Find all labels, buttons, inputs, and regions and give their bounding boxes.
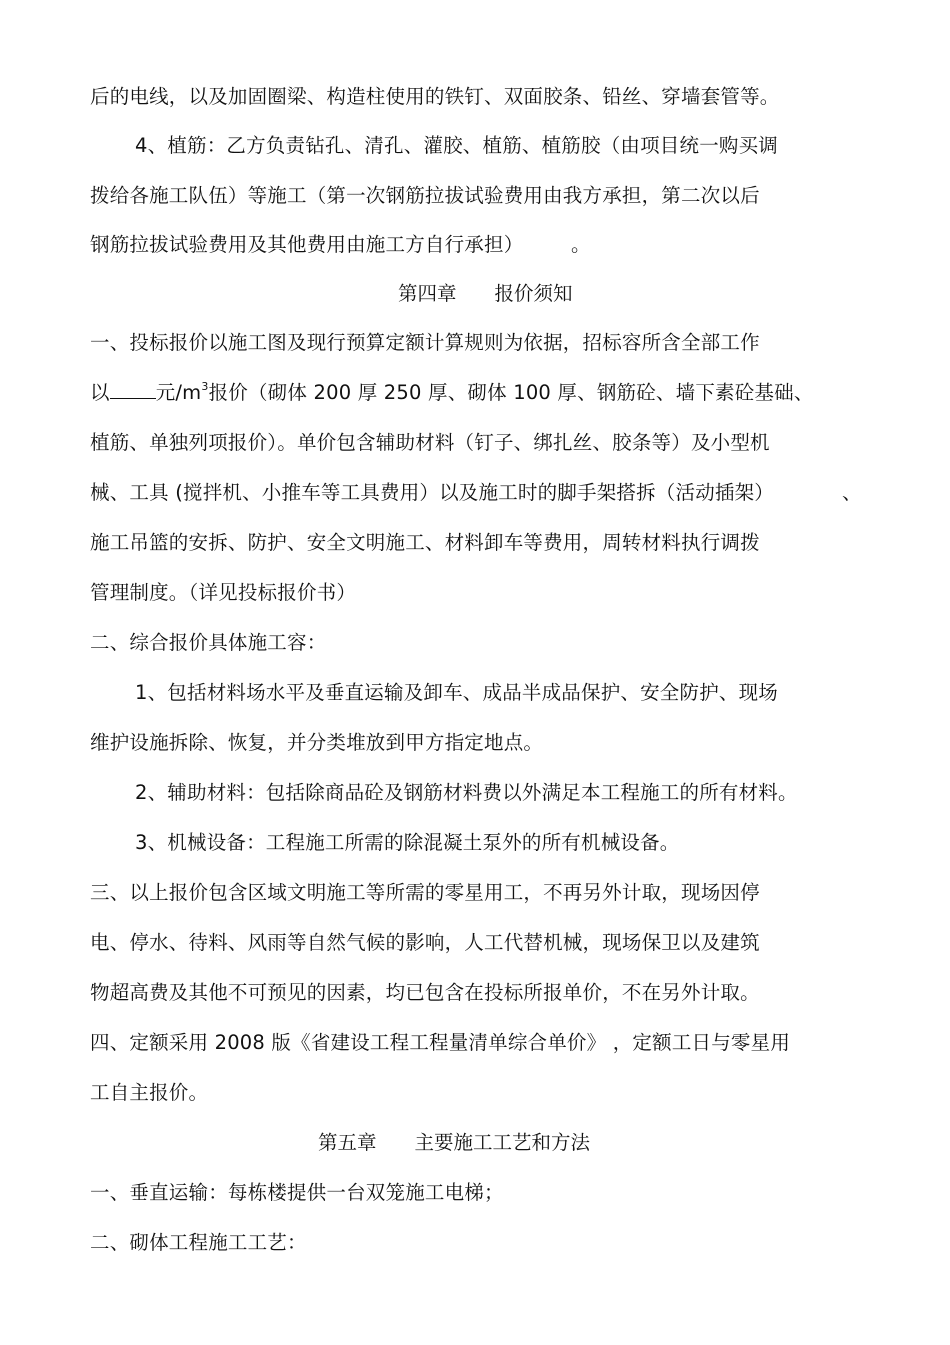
paragraph-line: 物超高费及其他不可预见的因素，均已包含在投标所报单价，不在另外计取。: [90, 981, 760, 1004]
paragraph-line: 管理制度。（详见投标报价书）: [90, 581, 357, 604]
paragraph-line: 维护设施拆除、恢复，并分类堆放到甲方指定地点。: [90, 731, 544, 754]
paragraph-line: 一、投标报价以施工图及现行预算定额计算规则为依据，招标容所含全部工作: [90, 331, 760, 354]
paragraph-line: 钢筋拉拔试验费用及其他费用由施工方自行承担）: [90, 233, 524, 256]
paragraph-line: 三、以上报价包含区域文明施工等所需的零星用工，不再另外计取，现场因停: [90, 881, 760, 904]
chapter-title: 主要施工工艺和方法: [414, 1131, 591, 1154]
price-blank-field: [110, 380, 156, 399]
paragraph-line: 植筋、单独列项报价）。单价包含辅助材料（钉子、绑扎丝、胶条等）及小型机: [90, 431, 770, 454]
paragraph-line: 3、机械设备：工程施工所需的除混凝土泵外的所有机械设备。: [135, 831, 680, 854]
paragraph-line: 以 元$/m^3$报价（砌体 200 厚 250 厚、砌体 100 厚、钢筋砼、墙下素砼基础、: [90, 380, 814, 404]
trailing-punctuation: 、: [842, 481, 862, 504]
paragraph-line: 二、砌体工程施工工艺：: [90, 1231, 307, 1254]
paragraph-line: 二、综合报价具体施工容：: [90, 631, 327, 654]
trailing-punctuation: 。: [571, 233, 591, 256]
paragraph-line: 电、停水、待料、风雨等自然气候的影响，人工代替机械，现场保卫以及建筑: [90, 931, 760, 954]
paragraph-line: 工自主报价。: [90, 1081, 209, 1104]
paragraph-line: 4、植筋：乙方负责钻孔、清孔、灌胶、植筋、植筋胶（由项目统一购买调: [135, 134, 779, 157]
paragraph-line: 一、垂直运输：每栋楼提供一台双笼施工电梯；: [90, 1181, 504, 1204]
paragraph-line: 1、包括材料场水平及垂直运输及卸车、成品半成品保护、安全防护、现场: [135, 681, 779, 704]
chapter-heading: [318, 1130, 590, 1156]
paragraph-line: 2、辅助材料：包括除商品砼及钢筋材料费以外满足本工程施工的所有材料。: [135, 781, 798, 804]
chapter-heading: [398, 281, 573, 307]
chapter-number: 第五章: [318, 1131, 377, 1154]
paragraph-line: 四、定额采用 2008 版《省建设工程工程量清单综合单价》 ，定额工日与零星用: [90, 1031, 791, 1054]
paragraph-line: 拨给各施工队伍）等施工（第一次钢筋拉拔试验费用由我方承担，第二次以后: [90, 184, 760, 207]
paragraph-line: 施工吊篮的安拆、防护、安全文明施工、材料卸车等费用，周转材料执行调拨: [90, 531, 760, 554]
paragraph-line: 械、工具 (搅拌机、小推车等工具费用）以及施工时的脚手架搭拆（活动插架）: [90, 481, 775, 504]
paragraph-line: 后的电线，以及加固圈梁、构造柱使用的铁钉、双面胶条、铅丝、穿墙套管等。: [90, 85, 780, 108]
chapter-number: 第四章: [398, 282, 457, 305]
chapter-title: 报价须知: [494, 282, 573, 305]
